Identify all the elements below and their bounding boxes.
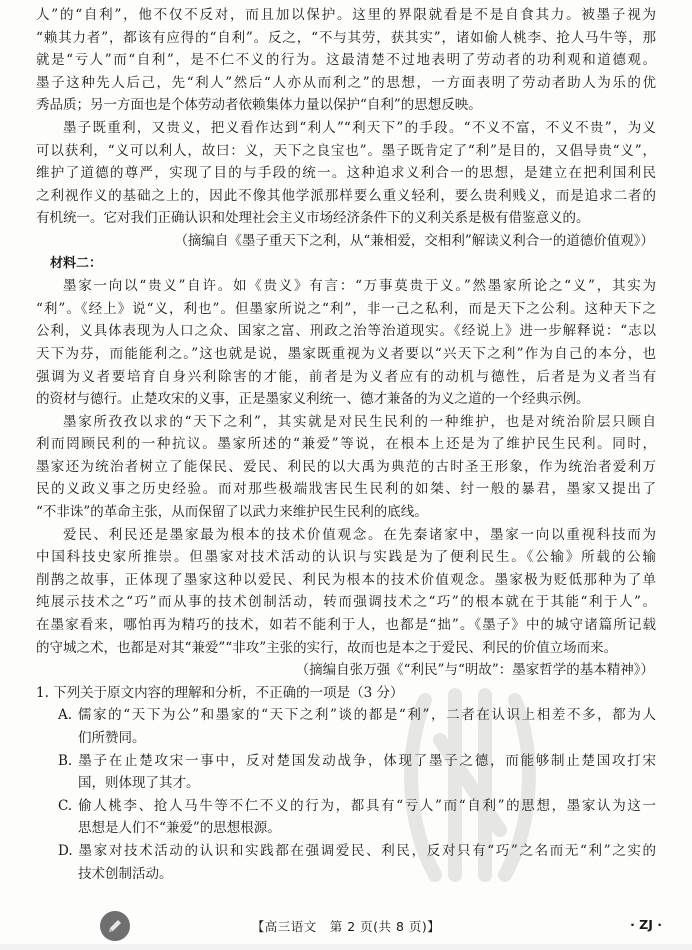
passage-line: 墨家还为统治者树立了能保民、爱民、利民的以大禹为典范的古时圣王形象，作为统治者爱利万 xyxy=(36,458,656,475)
bottom-bar xyxy=(0,944,692,950)
passage-line: 墨家所孜孜以求的“天下之利”，其实就是对民生民利的一种维护，也是对统治阶层只顾自 xyxy=(63,413,656,430)
option-continuation: 技术创制活动。 xyxy=(78,865,173,882)
passage-line: 的守城之术，也都是对其“兼爱”“非攻”主张的实行，故而也是本之于爱民、利民的价值立场而来。 xyxy=(36,639,618,656)
passage-line: 的资材与德行。止楚攻宋的义事，正是墨家义利统一、德才兼备的为义之道的一个经典示例。 xyxy=(36,391,590,408)
passage-line: 可以获利，“义可以利人，故曰：义，天下之良宝也”。墨子既肯定了“利”是目的，又倡导贵“义”， xyxy=(36,142,656,159)
passage-line: 人”的“自利”，他不仅不反对，而且加以保护。这里的界限就看是不是自食其力。被墨子视为 xyxy=(36,7,656,23)
passage-line: 削鹊之故事，正体现了墨家这种以爱民、利民为根本的技术价值观念。墨家极为贬低那种为了单 xyxy=(36,571,656,588)
passage-line: 天下为芬，而能能利之。”这也就是说，墨家既重视为义者要以“兴天下之利”作为自己的本分，也 xyxy=(36,345,656,362)
passage-line: 强调为义者要培育自身兴利除害的才能，前者是为义者应有的动机与德性，后者是为义者当有 xyxy=(36,368,656,385)
passage-line: “利”。《经上》说“义，利也”。但墨家所说之“利”，非一己之私利，而是天下之公利。这种天下之 xyxy=(36,300,656,317)
passage-text xyxy=(36,4,656,682)
option-line: A. 儒家的“天下为公”和墨家的“天下之利”谈的都是“利”，二者在认识上相差不多，都为人 xyxy=(58,707,656,724)
option-continuation: 国，则体现了其才。 xyxy=(78,775,200,792)
passage-line: “赖其力者”，都该有应得的“自利”。反之，“不与其劳，获其实”，诸如偷人桃李、抢人马牛等，那 xyxy=(36,29,656,46)
passage-line: 公利，义具体表现为人口之众、国家之富、刑政之治等治道现实。《经说上》进一步解释说：“志以 xyxy=(36,323,656,340)
question-1 xyxy=(36,682,656,885)
question-options xyxy=(36,704,656,885)
footer-code: · ZJ · xyxy=(630,917,662,932)
option-continuation: 们所赞同。 xyxy=(78,730,146,746)
option-line: B. 墨子在止楚攻宋一事中，反对楚国发动战争，体现了墨子之德，而能够制止楚国攻打宋 xyxy=(58,752,656,769)
source-citation: （摘编自张万强《“利民”与“明故”：墨家哲学的基本精神》） xyxy=(295,662,654,679)
passage-line: 有机统一。它对我们正确认识和处理社会主义市场经济条件下的义利关系是极有借鉴意义的。 xyxy=(36,210,590,227)
passage-line: 中国科技史家所推崇。但墨家对技术活动的认识与实践是为了便利民生。《公输》所载的公输 xyxy=(36,549,656,566)
passage-column xyxy=(36,4,656,885)
passage-line: 墨家一向以“贵义”自许。如《贵义》有言：“万事莫贵于义。”然墨家所论之“义”，其实为 xyxy=(63,278,656,295)
footer-page-label: 【高三语文 第 2 页(共 8 页)】 xyxy=(251,919,441,934)
question-stem: 1. 下列关于原文内容的理解和分析，不正确的一项是（3 分） xyxy=(36,684,404,701)
option-continuation: 思想是人们不“兼爱”的思想根源。 xyxy=(78,820,281,837)
passage-line: 之利视作义的基础之上的，因此不像其他学派那样要么重义轻利，要么贵利贱义，而是追求二者的 xyxy=(36,187,656,204)
page-footer xyxy=(0,912,692,940)
passage-line: 利而罔顾民利的一种抗议。墨家所述的“兼爱”等说，在根本上还是为了维护民生民利。同时， xyxy=(36,436,656,453)
passage-line: “不非诛”的革命主张，从而保留了以武力来维护民生民利的底线。 xyxy=(36,504,428,521)
passage-line: 秀品质；另一方面也是个体劳动者依赖集体力量以保护“自利”的思想反映。 xyxy=(36,97,482,114)
section-heading: 材料二： xyxy=(50,255,103,271)
passage-line: 爱民、利民还是墨家最为根本的技术价值观念。在先秦诸家中，墨家一向以重视科技而为 xyxy=(63,526,656,543)
passage-line: 在墨家看来，哪怕再为精巧的技术，如若不能利于人，也都是“拙”。《墨子》中的城守诸篇所记载 xyxy=(36,617,656,634)
passage-line: 墨子既重利，又贵义，把义看作达到“利人”“利天下”的手段。“不义不富，不义不贵”，为义 xyxy=(63,119,656,136)
passage-line: 墨子这种先人后己，先“利人”然后“人亦从而利之”的思想，一方面表明了劳动者助人为乐的优 xyxy=(36,74,656,91)
passage-line: 民的义政义事之历史经验。而对那些极端戕害民生民利的如桀、纣一般的暴君，墨家又提出了 xyxy=(36,481,656,498)
option-line: D. 墨家对技术活动的认识和实践都在强调爱民、利民，反对只有“巧”之名而无“利”之实的 xyxy=(58,842,656,859)
source-citation: （摘编自《墨子重天下之利，从“兼相爱，交相利”解读义利合一的道德价值观》） xyxy=(174,232,654,249)
option-line: C. 偷人桃李、抢人马牛等不仁不义的行为，都具有“亏人”而“自利”的思想，墨家认为这一 xyxy=(58,797,656,814)
passage-line: 就是“亏人”而“自利”，是不仁不义的行为。这最清楚不过地表明了劳动者的功利观和道德观。 xyxy=(36,52,656,69)
passage-line: 纯展示技术之“巧”而从事的技术创制活动，转而强调技术之“巧”的根本就在于其能“利于人”。 xyxy=(36,594,656,611)
passage-line: 维护了道德的尊严，实现了目的与手段的统一。这种追求义利合一的思想，是建立在把利国利民 xyxy=(36,165,656,182)
